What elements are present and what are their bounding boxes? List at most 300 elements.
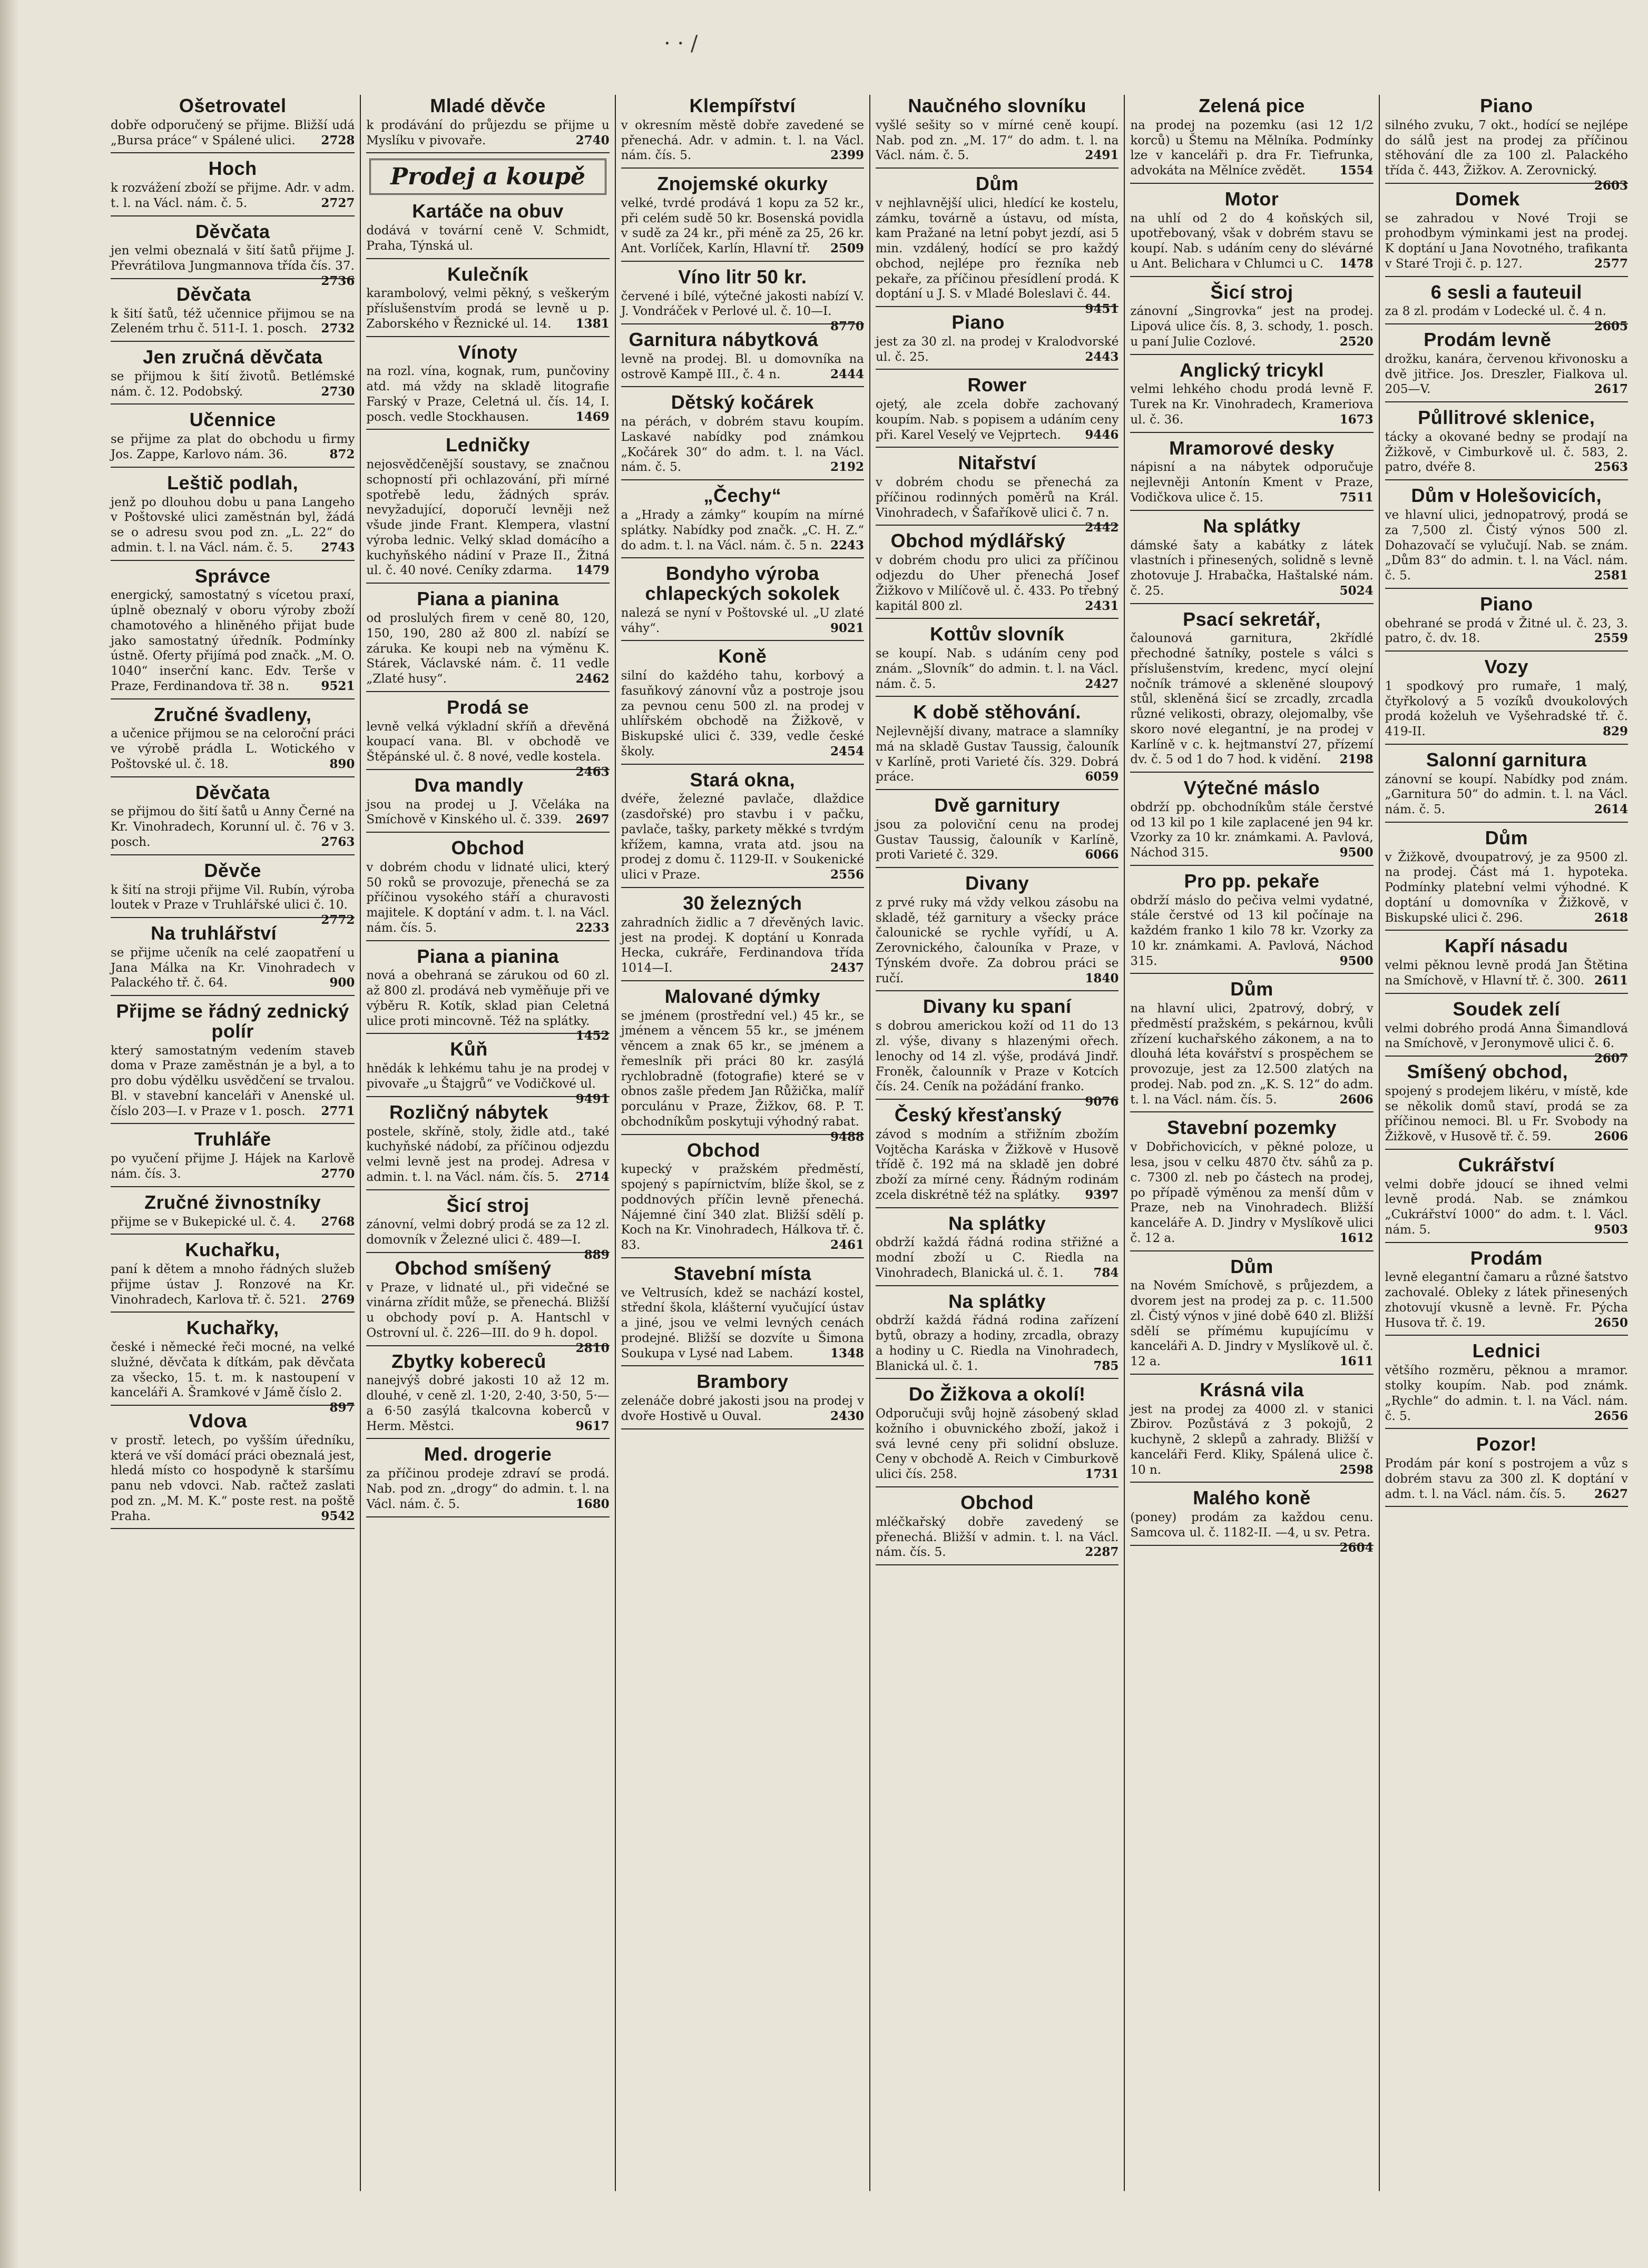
classified-ad — [111, 1001, 355, 1124]
ad-body-text: v prostř. letech, po vyšším úředníku, která ve vší domácí práci obeznalá jest, hledá místo co hospodyně k staršímu panu neb vdovci. Nab. račtež zaslati pod zn. „M. M. K.“ poste rest. na poště Praha. — [111, 1433, 355, 1523]
ad-separator — [621, 261, 864, 262]
ad-separator — [111, 1312, 355, 1313]
classified-ad — [876, 531, 1119, 619]
ad-separator — [1385, 744, 1628, 745]
ad-separator — [1130, 1545, 1373, 1546]
ad-body — [621, 1009, 864, 1144]
ad-body-text: obdrží máslo do pečiva velmi vydatné, stále čerstvé od 13 kil počínaje na každém franko 1 kilo 78 kr. Vzorky za 10 kr. známkami. A. Pavlová, Náchod 315. — [1130, 893, 1374, 968]
ad-separator — [1385, 183, 1628, 184]
classified-ad — [1130, 871, 1373, 974]
ad-separator — [366, 583, 609, 584]
ad-heading: Přijme se řádný zednický polír — [116, 1000, 349, 1042]
ad-separator — [1385, 1149, 1628, 1150]
ad-separator — [111, 995, 355, 996]
ad-body — [1385, 430, 1628, 475]
ad-heading: Dům — [1230, 1255, 1273, 1277]
ad-body — [1130, 538, 1373, 599]
classified-ad — [1385, 1062, 1628, 1150]
ad-body-text: se přijmou k šití životů. Betlémské nám. č. 12. Podobský. — [111, 369, 355, 399]
ad-heading: Soudek zelí — [1453, 998, 1561, 1020]
ad-body-text: po vyučení přijme J. Hájek na Karlově nám. čís. 3. — [111, 1152, 355, 1181]
ad-body — [111, 181, 355, 211]
ad-separator — [621, 1134, 864, 1135]
ad-separator — [621, 167, 864, 169]
ad-body-text: nová a obehraná se zárukou od 60 zl. až 800 zl. prodává neb vyměňuje při ve výběru R. Kotík, sklad pian Celetná ulice proti mincovně. Též na splátky. — [366, 969, 610, 1028]
ad-body — [1385, 850, 1628, 926]
ad-separator — [366, 336, 609, 337]
ad-separator — [876, 1207, 1119, 1208]
ad-number: 2650 — [1594, 1315, 1628, 1330]
ad-heading: Šicí stroj — [1210, 281, 1293, 303]
ad-separator — [366, 832, 609, 833]
ad-body — [621, 289, 864, 334]
ad-body-text: (poney) prodám za každou cenu. Samcova ul. č. 1182-II. —4, u sv. Petra. — [1130, 1511, 1374, 1540]
classified-ad — [1130, 96, 1373, 184]
ad-body — [1130, 211, 1373, 272]
ad-heading: Ledničky — [445, 434, 531, 456]
classified-ad — [876, 873, 1119, 991]
ad-number: 2736 — [321, 273, 355, 288]
ad-body-text: hnědák k lehkému tahu je na prodej v pivovaře „u Štajgrů“ ve Vodičkové ul. — [366, 1062, 610, 1091]
ad-body-text: dodává v tovární ceně V. Schmidt, Praha, Týnská ul. — [366, 224, 610, 253]
classified-ad — [1130, 189, 1373, 277]
ad-separator — [1385, 1056, 1628, 1057]
ad-heading: Víno litr 50 kr. — [678, 265, 807, 288]
ad-body-text: na hlavní ulici, 2patrový, dobrý, v předměstí pražském, s pekárnou, kvůli zřízení kuchařského zákonem, a na to dlouhá léta kovářství s prospěchem se provozuje, jest za 12.500 zlatých na prodej. Nab. pod zn. „K. S. 12“ do adm. t. l. na Václ. nám. čís. 5. — [1130, 1002, 1374, 1107]
classified-ad — [621, 985, 864, 1144]
ad-heading: Na splátky — [948, 1212, 1046, 1234]
ad-heading: Piano — [951, 311, 1005, 333]
ad-separator — [111, 215, 355, 216]
ad-heading: Zelená pice — [1199, 95, 1305, 116]
ad-heading: Piana a pianina — [417, 945, 559, 967]
ad-body — [1385, 679, 1628, 739]
ad-body — [111, 118, 355, 149]
ad-separator — [876, 618, 1119, 619]
ad-body — [621, 415, 864, 475]
ad-body-text: Prodám pár koní s postrojem a vůz s dobrém stavu za 300 zl. K doptání v adm. t. l. na Václ. nám. čís. 5. — [1385, 1457, 1628, 1501]
ad-number: 9542 — [321, 1508, 355, 1523]
ad-heading: Děvče — [204, 859, 261, 881]
ad-body — [111, 883, 355, 928]
ad-heading: Truhláře — [194, 1128, 271, 1150]
ad-separator — [366, 1096, 609, 1097]
ad-body-text: postele, skříně, stoly, židle atd., také kuchyňské nádobí, za příčinou odjezdu velmi levně jest na prodej. Adresa v admin. t. l. na Václ. nám. čís. 5. — [366, 1125, 610, 1184]
classified-ad — [621, 1372, 864, 1429]
classified-ad — [111, 1317, 355, 1415]
ad-separator — [1385, 650, 1628, 652]
ad-heading: Domek — [1455, 188, 1520, 210]
classified-ad — [111, 284, 355, 342]
ad-heading: Salonní garnitura — [1426, 748, 1587, 771]
classified-ad — [366, 96, 609, 153]
classified-ad — [876, 702, 1119, 790]
ad-number: 9021 — [830, 620, 864, 635]
ad-body-text: z prvé ruky má vždy velkou zásobu na skladě, též garnitury a všecky práce čalounické se rychle vyřídí, u A. Zerovnického, čalouníka v Praze, v Týnském dvoře. Za dobrou práci se ručí. — [876, 895, 1119, 985]
ad-body-text: se zahradou v Nové Troji se prohodbym výminkami jest na prodej. K doptání u Jana Novotného, trafikanta v Staré Troji č. p. 127. — [1385, 211, 1628, 271]
ad-body — [1130, 1278, 1373, 1369]
ad-separator — [366, 940, 609, 941]
ad-body-text: k rozvážení zboží se přijme. Adr. v adm. t. l. na Václ. nám. č. 5. — [111, 181, 355, 210]
ad-body-text: obdrží každá řádná rodina zařízení bytů, obrazy a hodiny, zrcadla, obrazy a hodiny u C. Riedla na Vinohradech, Blanická ul. č. 1. — [876, 1314, 1119, 1373]
ad-separator — [876, 696, 1119, 697]
ad-separator — [1385, 1242, 1628, 1243]
ad-number: 2603 — [1594, 178, 1628, 193]
ad-body-text: zánovní „Singrovka“ jest na prodej. Lipová ulice čís. 8, 3. schody, 1. posch. u paní Julie Cozlové. — [1130, 304, 1374, 349]
ad-body — [111, 1151, 355, 1182]
ad-separator — [1130, 1482, 1373, 1483]
ad-body-text: drožku, kanára, červenou křivonosku a dvě jitřice. Jos. Dreszler, Fialkova ul. 205—V. — [1385, 352, 1628, 397]
ad-heading: Cukrářství — [1458, 1153, 1555, 1176]
ad-body-text: velmi dobře jdoucí se ihned velmi levně prodá. Nab. se známkou „Cukrářství 1000“ do adm. t. l. Václ. nám. 5. — [1385, 1177, 1628, 1237]
ad-heading: Obchod — [451, 837, 525, 859]
ad-body — [366, 1280, 610, 1355]
ad-separator — [111, 403, 355, 405]
ad-number: 2463 — [575, 764, 610, 779]
ad-body-text: se přijme učeník na celé zaopatření u Jana Málka na Kr. Vinohradech v Palackého tř. č. 64. — [111, 945, 355, 990]
classified-ad — [111, 705, 355, 777]
ad-heading: K době stěhování. — [913, 701, 1081, 723]
classified-ad — [111, 1240, 355, 1313]
ad-body — [621, 915, 864, 976]
ad-number: 1381 — [575, 316, 610, 331]
ad-body — [366, 860, 609, 936]
ad-number: 9500 — [1339, 953, 1374, 968]
ad-body — [1130, 460, 1373, 505]
ad-heading: Šicí stroj — [446, 1194, 529, 1216]
ad-separator — [111, 341, 355, 342]
ad-number: 1479 — [575, 563, 610, 578]
classified-ad — [111, 347, 355, 405]
ad-number: 6059 — [1085, 770, 1119, 784]
classified-ad — [1385, 657, 1628, 745]
ad-body — [111, 1043, 355, 1119]
ad-body-text: 1 spodkový pro rumaře, 1 malý, čtyřkolový a 5 vozíků dvoukolových prodá koželuh ve Vyšehradské tř. č. 419-II. — [1385, 679, 1628, 739]
classified-ad — [1385, 750, 1628, 823]
ad-body-text: ve hlavní ulici, jednopatrový, prodá se za 7,500 zl. Čistý výnos 500 zl. Dohazovačí se vylučují. Nab. se znám. „Dům 83“ do admin. t. l. na Václ. nám. č. 5. — [1385, 508, 1628, 583]
ad-number: 9521 — [321, 678, 355, 693]
ad-body — [1385, 1021, 1628, 1066]
ad-number: 2727 — [321, 195, 355, 210]
ad-heading: Zručné živnostníky — [144, 1191, 321, 1213]
ad-body — [1130, 631, 1373, 767]
ad-number: 2462 — [575, 672, 610, 686]
ad-heading: Děvčata — [195, 220, 270, 242]
ad-separator — [366, 1345, 609, 1346]
classified-ad — [1385, 594, 1628, 652]
ad-body — [366, 457, 609, 578]
classified-ad — [111, 96, 355, 153]
ad-number: 2520 — [1339, 334, 1374, 349]
ad-body — [111, 804, 355, 850]
print-specks: · · / — [664, 32, 698, 56]
classified-ad — [876, 96, 1119, 169]
ad-body — [876, 1515, 1119, 1560]
classified-ad — [1130, 609, 1373, 773]
ad-separator — [1130, 276, 1373, 277]
ad-body-text: k prodávání do průjezdu se přijme u Myslíku v pivovaře. — [366, 118, 610, 147]
ad-number: 2771 — [321, 1103, 355, 1118]
ad-heading: Zručné švadleny, — [153, 703, 312, 725]
ad-separator — [1130, 1111, 1373, 1112]
classified-ad — [366, 201, 609, 259]
ad-body — [876, 817, 1119, 863]
classified-ad — [1385, 408, 1628, 480]
ad-separator — [1130, 1374, 1373, 1375]
ad-number: 9451 — [1085, 302, 1119, 317]
ad-body-text: za příčinou prodeje zdraví se prodá. Nab. pod zn. „drogy“ do admin. t. l. na Václ. nám. č. 5. — [366, 1467, 610, 1511]
ad-body-text: obdrží každá řádná rodina střižné a modní zboží u C. Riedla na Vinohradech, Blanická ul. č. 1. — [876, 1236, 1119, 1280]
ad-separator — [876, 867, 1119, 868]
ad-body — [366, 286, 609, 331]
ad-body — [1130, 800, 1373, 861]
ad-separator — [1130, 603, 1373, 604]
ad-heading: Obchod smíšený — [395, 1257, 552, 1279]
ad-separator — [876, 525, 1119, 526]
ad-body — [621, 196, 864, 257]
classified-ad — [1385, 828, 1628, 931]
ad-number: 1731 — [1085, 1467, 1119, 1482]
ad-body — [621, 792, 864, 883]
ad-body-text: ve Veltrusích, kdež se nachází kostel, střední škola, klášterní vyučující ústav a jiné, jsou ve velmi levných cenách prodejné. Bližší se dozvíte u Šimona Soukupa v Lysé nad Labem. — [621, 1286, 864, 1360]
ad-number: 2732 — [321, 321, 355, 336]
ad-heading: Vdova — [189, 1410, 247, 1432]
ad-heading: „Čechy“ — [703, 485, 782, 507]
ad-heading: Malého koně — [1193, 1487, 1311, 1509]
classified-ad — [876, 1493, 1119, 1565]
ad-body — [111, 243, 355, 288]
ad-heading: Rower — [967, 374, 1027, 396]
ad-body — [621, 668, 864, 760]
ad-number: 900 — [329, 975, 355, 990]
ad-heading: 30 železných — [683, 892, 802, 914]
ad-body — [111, 588, 355, 694]
ad-number: 2581 — [1594, 568, 1628, 583]
ad-separator — [1385, 401, 1628, 402]
ad-heading: Pozor! — [1476, 1433, 1537, 1455]
ad-separator — [1385, 993, 1628, 994]
ad-heading: Učennice — [189, 409, 276, 431]
ad-heading: Znojemské okurky — [657, 173, 828, 195]
ad-body-text: paní k dětem a mnoho řádných služeb přijme ústav J. Ronzové na Kr. Vinohradech, Karlova tř. č. 521. — [111, 1263, 355, 1307]
ad-heading: Vínoty — [458, 341, 518, 363]
ad-separator — [1385, 479, 1628, 480]
classified-ad — [366, 264, 609, 337]
ad-number: 2656 — [1594, 1408, 1628, 1423]
ad-body — [1385, 1456, 1628, 1502]
ad-body — [111, 369, 355, 400]
ad-heading: Dům — [975, 173, 1019, 195]
ad-body-text: k šití na stroji přijme Vil. Rubín, výroba loutek v Praze v Truhlářské ulici č. 10. — [111, 883, 355, 912]
ad-number: 2627 — [1594, 1486, 1628, 1501]
ad-body — [876, 553, 1119, 614]
classified-ad — [366, 838, 609, 941]
ad-heading: Na truhlářství — [151, 922, 277, 944]
ad-body-text: ojetý, ale zcela dobře zachovaný koupím. Nab. s popisem a udáním ceny při. Karel Veselý ve Vejprtech. — [876, 398, 1119, 442]
ad-heading: Kulečník — [447, 263, 529, 285]
ad-number: 1840 — [1085, 971, 1119, 985]
ad-body-text: v dobrém chodu pro ulici za příčinou odjezdu do Uher přenechá Josef Žižkovo v Milíčově ul. č. 433. Po třebný kapitál 800 zl. — [876, 554, 1119, 613]
ad-column-6 — [1379, 95, 1633, 2191]
ad-separator — [1385, 822, 1628, 823]
ad-body-text: v Dobřichovicích, v pěkné poloze, u lesa, jsou v celku 4870 čtv. sáhů za p. c. 7300 zl. neb po částech na prodej, po případě výměnou za menší dům v Praze, neb na Vinohradech. Bližší kanceláře A. D. Jindry v Myslíkově ulici č. 12 a. — [1130, 1140, 1374, 1245]
ad-separator — [366, 769, 609, 770]
ad-number: 2810 — [575, 1340, 610, 1355]
ad-separator — [366, 1516, 609, 1517]
ad-separator — [366, 1189, 609, 1190]
ad-heading: Psací sekretář, — [1183, 608, 1321, 630]
ad-body-text: jenž po dlouhou dobu u pana Langeho v Poštovské ulici zaměstnán byl, žádá se o adresu svou pod zn. „L. 22“ do admin. t. l. na Václ. nám. č. 5. — [111, 495, 355, 555]
ad-number: 2233 — [575, 920, 610, 935]
ad-heading: Prodám — [1470, 1247, 1543, 1269]
ad-body-text: jest za 30 zl. na prodej v Kralodvorské ul. č. 25. — [876, 334, 1119, 364]
ad-body — [621, 352, 864, 382]
ad-heading: Dětský kočárek — [671, 391, 814, 413]
ad-number: 2604 — [1339, 1540, 1374, 1555]
ad-body-text: dobře odporučený se přijme. Bližší udá „Bursa práce“ v Spálené ulici. — [111, 118, 355, 147]
ad-heading: 6 sesli a fauteuil — [1430, 281, 1582, 303]
ad-heading: Výtečné máslo — [1183, 777, 1320, 799]
classified-ad — [876, 1291, 1119, 1379]
ad-body — [1130, 893, 1373, 969]
ad-number: 897 — [329, 1401, 355, 1415]
classified-ad — [1130, 282, 1373, 355]
ad-number: 1673 — [1339, 412, 1374, 427]
classified-ad — [621, 1264, 864, 1367]
ad-heading: Brambory — [697, 1370, 789, 1393]
classified-ad — [366, 589, 609, 692]
ad-body — [366, 797, 609, 828]
classified-ad — [111, 923, 355, 996]
ad-body-text: závod s modním a střižním zbožím Vojtěcha Karáska v Žižkově v Husově třídě č. 192 má na skladě jen dobré zboží za mírné ceny. Řádným rodinám zcela diskrétně též na splátky. — [876, 1127, 1119, 1202]
ad-body — [876, 724, 1119, 785]
ad-body — [111, 495, 355, 556]
classified-ad — [366, 696, 610, 779]
ad-heading: Med. drogerie — [424, 1443, 552, 1465]
ad-separator — [621, 764, 864, 765]
ad-body-text: levně elegantní čamaru a různé šatstvo zachovalé. Obleky z látek přinesených zhotovují vkusně a levně. Fr. Pýcha Husova tř. č. 19. — [1385, 1270, 1628, 1330]
ad-number: 2770 — [321, 1166, 355, 1181]
ad-number: 2728 — [321, 133, 355, 147]
ad-body-text: jen velmi obeznalá v šití šatů přijme J. Převrátilova Jungmannova třída čís. 37. — [111, 244, 355, 273]
ad-number: 9446 — [1085, 427, 1119, 442]
ad-body — [366, 611, 609, 687]
classified-ad — [111, 220, 355, 288]
ad-body-text: Nejlevnější divany, matrace a slamníky má na skladě Gustav Taussig, čalouník v Karlíně, proti Varieté čís. 329. Dobrá práce. — [876, 725, 1119, 784]
ad-body — [1130, 1510, 1374, 1555]
ad-number: 784 — [1093, 1265, 1119, 1280]
ad-column-5 — [1124, 95, 1378, 2191]
ad-number: 1469 — [575, 409, 610, 424]
classified-ad — [876, 173, 1119, 317]
ad-separator — [876, 306, 1119, 307]
classified-ad — [1385, 486, 1628, 589]
ad-body — [1385, 1363, 1628, 1424]
ad-body — [111, 432, 355, 462]
ad-body — [876, 1235, 1119, 1280]
ad-body — [111, 1340, 355, 1415]
ad-number: 2606 — [1594, 1129, 1628, 1144]
ad-heading: Kuchařku, — [185, 1239, 280, 1261]
ad-separator — [111, 776, 355, 777]
ad-separator — [111, 917, 355, 918]
ad-heading: Kuchařky, — [186, 1317, 279, 1339]
ad-body — [876, 895, 1119, 987]
ad-number: 2617 — [1594, 382, 1628, 397]
ad-separator — [111, 854, 355, 855]
ad-heading: Dvě garnitury — [934, 794, 1060, 816]
ad-heading: Prodám levně — [1424, 329, 1552, 351]
ad-body-text: české i německé řeči mocné, na velké služné, děvčata k dítkám, pak děvčata za všecko, 15. t. m. k nastoupení v kanceláři A. Šramkové v Jámě číslo 2. — [111, 1340, 355, 1400]
ad-separator — [111, 1234, 355, 1235]
ad-heading: Český křesťanský — [894, 1104, 1062, 1126]
page-binding-shadow — [0, 0, 19, 2268]
ad-body — [876, 397, 1119, 442]
ad-separator — [621, 887, 864, 888]
ad-separator — [621, 1365, 864, 1366]
ad-number: 9076 — [1085, 1094, 1119, 1109]
classified-ad — [366, 1257, 610, 1355]
ad-heading: Mramorové desky — [1169, 437, 1335, 459]
ad-body — [1130, 304, 1373, 349]
ad-separator — [1385, 1506, 1628, 1507]
ad-separator — [876, 789, 1119, 790]
ad-number: 2427 — [1085, 676, 1119, 691]
classified-ad — [621, 893, 864, 981]
ad-separator — [111, 152, 355, 153]
ad-number: 1478 — [1339, 256, 1374, 271]
classified-ad — [111, 859, 355, 928]
ad-heading: Klempířství — [689, 95, 796, 116]
ad-number: 2443 — [1085, 349, 1119, 364]
classified-ad — [876, 1214, 1119, 1286]
classified-ad — [1385, 281, 1628, 334]
classified-ad — [111, 566, 355, 699]
ad-heading: Obchod mýdlářský — [890, 530, 1066, 552]
ad-body-text: kupecký v pražském předměstí, spojený s papírnictvím, blíže škol, se z poddnových příčin levně přenechá. Nájemné činí 340 zlat. Bližší sdělí p. Koch na Kr. Vinohradech, Hálkova tř. č. 83. — [621, 1162, 864, 1253]
classified-ad — [1130, 778, 1373, 866]
ad-number: 2437 — [830, 961, 864, 975]
ad-separator — [621, 479, 864, 480]
ad-body-text: dvéře, železné pavlače, dlaždice (zasdořské) pro stavbu i v pačku, pavlače, tašky, parkety měkké s tvrdým křížem, kamna, vrata atd. jsou na prodej z domu č. 1129-II. v Soukenické ulici v Praze. — [621, 792, 864, 882]
ad-heading: Kůň — [450, 1038, 488, 1060]
ad-body — [1385, 1270, 1628, 1330]
ad-body-text: velké, tvrdé prodává 1 kopu za 52 kr., při celém sudě 50 kr. Bosenská povidla v sudě za 24 kr., při méně za 25, 26 kr. Ant. Vorlíček, Karlín, Hlavní tř. — [621, 196, 864, 256]
classified-ad — [1130, 1380, 1373, 1483]
ad-body-text: na Novém Smíchově, s průjezdem, a dvorem jest na prodej za p. c. 11.500 zl. Čistý výnos v jiné době 640 zl. Bližší sdělí se přímému kupujícímu v kanceláři A. D. Jindry v Myslíkově ul. č. 12 a. — [1130, 1279, 1374, 1369]
ad-separator — [111, 560, 355, 561]
ad-separator — [621, 323, 864, 324]
ad-number: 5024 — [1339, 583, 1374, 598]
ad-separator — [876, 1378, 1119, 1379]
ad-heading: Obchod — [686, 1139, 760, 1161]
ad-heading: Na splátky — [1203, 515, 1301, 537]
ad-separator — [111, 467, 355, 468]
classified-ad — [1385, 1341, 1628, 1429]
ad-separator — [366, 691, 609, 692]
classified-ad — [1385, 189, 1628, 277]
ad-heading: Garnitura nábytková — [629, 329, 819, 351]
ad-number: 2509 — [830, 241, 864, 256]
ad-number: 7511 — [1339, 490, 1374, 505]
ad-body-text: a učenice přijmou se na celoroční práci ve výrobě prádla L. Wotického v Poštovské ul. č. 18. — [111, 727, 355, 771]
ad-heading: Pro pp. pekaře — [1184, 870, 1320, 892]
ad-body-text: v nejhlavnější ulici, hledící ke kostelu, zámku, továrně a ústavu, od místa, kam Pražané na letní pobyt jezdí, asi 5 min. vzdálený, hodící se pro každý obchod, nejlépe pro řezníka neb pekaře, za příčinou přesídlení prodá. K doptání u J. S. v Mladé Boleslavi č. 44. — [876, 196, 1119, 301]
ad-number: 2697 — [575, 812, 610, 827]
ad-number: 2763 — [321, 834, 355, 849]
ad-number: 785 — [1093, 1358, 1119, 1373]
classified-ad — [1130, 979, 1373, 1112]
